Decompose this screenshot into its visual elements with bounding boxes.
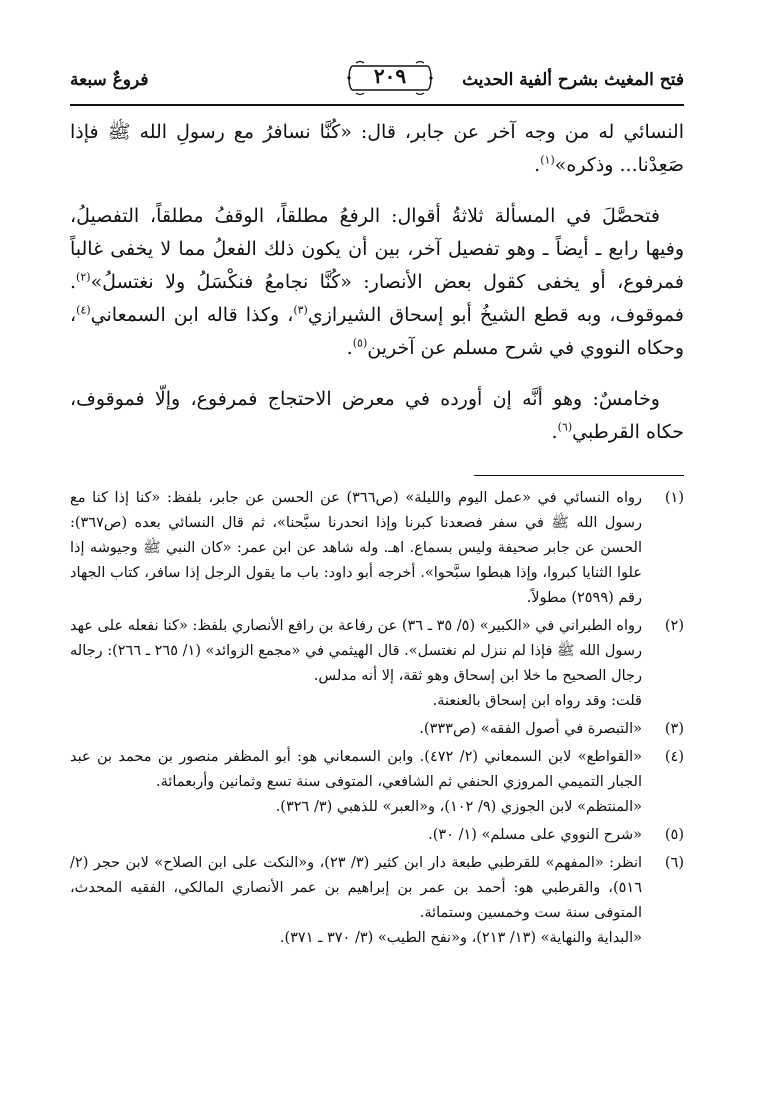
footnote-number: (١) xyxy=(664,490,684,506)
paragraph-3 xyxy=(70,383,684,449)
page-header xyxy=(70,60,684,100)
footnote-1 xyxy=(70,486,684,611)
footnote-ref-6: (٦) xyxy=(557,420,573,434)
footnote-number: (٦) xyxy=(664,855,684,871)
paragraph-1-end: . xyxy=(534,154,541,176)
paragraph-1-text: النسائي له من وجه آخر عن جابر، قال: «كُنَّا نسافرُ مع رسولِ الله ﷺ فإذا صَعِدْنا... وذكره» xyxy=(70,121,684,176)
footnote-text: «شرح النووي على مسلم» (١/ ٣٠). xyxy=(428,827,642,843)
paragraph-2-end: . xyxy=(346,337,353,359)
paragraph-2-text-b: . فموقوف، وبه قطع الشيخُ أبو إسحاق الشيرازي xyxy=(70,271,684,326)
paragraph-2-text-c: ، وكذا قاله ابن السمعاني xyxy=(90,304,294,326)
footnote-ref-4: (٤) xyxy=(76,303,91,317)
footnote-text: «التبصرة في أصول الفقه» (ص٣٣٣). xyxy=(419,721,642,737)
section-title: فروعٌ سبعة xyxy=(70,70,149,90)
footnote-number: (٥) xyxy=(664,827,684,843)
footnote-6 xyxy=(70,851,684,951)
paragraph-2-text-a: فتحصَّلَ في المسألة ثلاثةُ أقوال: الرفعُ مطلقاً، الوقفُ مطلقاً، التفصيلُ، وفيها رابع ـ أيضاً ـ وهو تفصيل آخر، بين أن يكون ذلك الفعلُ مما لا يخفى غالباً فمرفوع، أو يخفى كقول بعض الأنصار: «كُنَّا نجامعُ فنكْسَلُ ولا نغتسلُ» xyxy=(70,205,684,293)
footnote-ref-2: (٢) xyxy=(76,270,91,284)
footnote-text: رواه الطبراني في «الكبير» (٥/ ٣٥ ـ ٣٦) عن رفاعة بن رافع الأنصاري بلفظ: «كنا نفعله على عهد رسول الله ﷺ فإذا لم ننزل لم نغتسل». قال الهيثمي في «مجمع الزوائد» (١/ ٢٦٥ ـ ٢٦٦): رجاله رجال الصحيح ما خلا ابن إسحاق وهو ثقة، إلا أنه مدلس. xyxy=(70,618,643,684)
footnote-ref-5: (٥) xyxy=(352,336,368,350)
footnote-text: انظر: «المفهم» للقرطبي طبعة دار ابن كثير (٣/ ٢٣)، و«النكت على ابن الصلاح» لابن حجر (٢/ ٥١٦)، والقرطبي هو: أحمد بن عمر بن إبراهيم بن عمر الأنصاري المالكي، الفقيه المحدث، المتوفى سنة ست وخمسين وستمائة. xyxy=(70,855,643,921)
footnote-number: (٤) xyxy=(664,749,684,765)
page-number: ٢٠٩ xyxy=(373,64,407,88)
paragraph-3-text: وخامسٌ: وهو أنَّه إن أورده في معرض الاحتجاج فمرفوع، وإلّا فموقوف، حكاه القرطبي xyxy=(70,388,684,443)
footnote-4 xyxy=(70,745,684,820)
footnote-text: «القواطع» لابن السمعاني (٢/ ٤٧٢). وابن السمعاني هو: أبو المظفر منصور بن محمد بن عبد الجبار التميمي المروزي الحنفي ثم الشافعي، المتوفى سنة تسع وثمانين وأربعمائة. xyxy=(70,749,643,790)
footnote-number: (٣) xyxy=(664,721,684,737)
footnote-5 xyxy=(70,823,684,848)
paragraph-2 xyxy=(70,200,684,365)
paragraph-3-end: . xyxy=(551,421,558,443)
page-number-ornament xyxy=(346,60,434,96)
book-title: فتح المغيث بشرح ألفية الحديث xyxy=(462,70,684,90)
footnote-2 xyxy=(70,614,684,714)
footnotes xyxy=(70,486,684,954)
footnote-ref-1: (١) xyxy=(540,153,555,167)
paragraph-2-text-d: ، وحكاه النووي في شرح مسلم عن آخرين xyxy=(70,304,684,359)
footnote-number: (٢) xyxy=(664,618,684,634)
footnote-divider xyxy=(474,475,684,476)
footnote-text: رواه النسائي في «عمل اليوم والليلة» (ص٣٦٦) عن الحسن عن جابر، بلفظ: «كنا إذا كنا مع رسول الله ﷺ في سفر فصعدنا كبرنا وإذا انحدرنا سبَّحنا»، ثم قال النسائي بعده (ص٣٦٧): الحسن عن جابر صحيفة وليس بسماع. اهـ. وله شاهد عن ابن عمر: «كان النبي ﷺ وجيوشه إذا علوا الثنايا كبروا، وإذا هبطوا سبَّحوا». أخرجه أبو داود: باب ما يقول الرجل إذا سافر، كتاب الجهاد رقم (٢٥٩٩) مطولاً. xyxy=(70,490,642,606)
footnote-ref-3: (٣) xyxy=(293,303,308,317)
footnote-reference: «المنتظم» لابن الجوزي (٩/ ١٠٢)، و«العبر» للذهبي (٣/ ٣٢٦). xyxy=(275,799,642,815)
footnote-comment: قلت: وقد رواه ابن إسحاق بالعنعنة. xyxy=(432,693,642,709)
main-text xyxy=(70,116,684,467)
header-divider xyxy=(70,104,684,106)
footnote-3 xyxy=(70,717,684,742)
paragraph-1 xyxy=(70,116,684,182)
footnote-reference: «البداية والنهاية» (١٣/ ٢١٣)، و«نفح الطيب» (٣/ ٣٧٠ ـ ٣٧١). xyxy=(279,930,642,946)
